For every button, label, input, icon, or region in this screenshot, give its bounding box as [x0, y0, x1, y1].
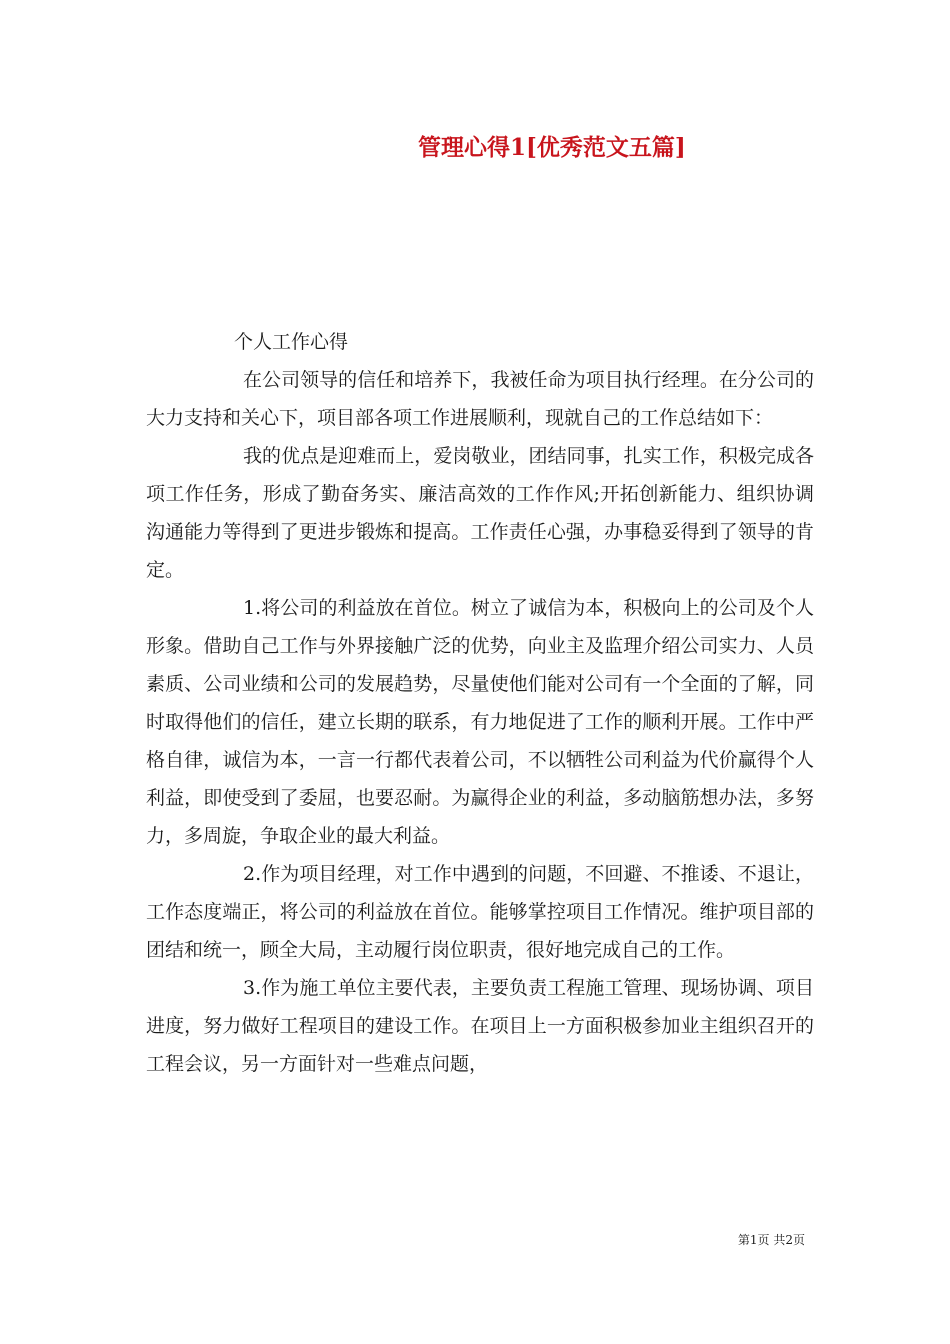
paragraph-point-1: 1.将公司的利益放在首位。树立了诚信为本，积极向上的公司及个人形象。借助自己工作与外界接触广泛的优势，向业主及监理介绍公司实力、人员素质、公司业绩和公司的发展趋势，尽量使他们能对公司有一个全面的了解，同时取得他们的信任，建立长期的联系，有力地促进了工作的顺利开展。工作中严格自律，诚信为本，一言一行都代表着公司，不以牺牲公司利益为代价赢得个人利益，即使受到了委屈，也要忍耐。为赢得企业的利益，多动脑筋想办法，多努力，多周旋，争取企业的最大利益。 [146, 597, 814, 847]
paragraph-strengths: 我的优点是迎难而上，爱岗敬业，团结同事，扎实工作，积极完成各项工作任务，形成了勤奋务实、廉洁高效的工作作风;开拓创新能力、组织协调沟通能力等得到了更进步锻炼和提高。工作责任心强，办事稳妥得到了领导的肯定。 [146, 445, 814, 581]
document-title: 管理心得1[优秀范文五篇] [418, 134, 686, 161]
section-heading: 个人工作心得 [234, 331, 349, 353]
paragraph-point-3: 3.作为施工单位主要代表，主要负责工程施工管理、现场协调、项目进度，努力做好工程项目的建设工作。在项目上一方面积极参加业主组织召开的工程会议，另一方面针对一些难点问题， [146, 977, 814, 1075]
document-body [146, 323, 814, 1083]
paragraph-point-2: 2.作为项目经理，对工作中遇到的问题，不回避、不推诿、不退让，工作态度端正，将公司的利益放在首位。能够掌控项目工作情况。维护项目部的团结和统一，顾全大局，主动履行岗位职责，很好地完成自己的工作。 [146, 863, 814, 961]
paragraph-intro: 在公司领导的信任和培养下，我被任命为项目执行经理。在分公司的大力支持和关心下，项目部各项工作进展顺利，现就自己的工作总结如下： [146, 369, 814, 429]
page-number: 第1页 共2页 [737, 1233, 805, 1247]
